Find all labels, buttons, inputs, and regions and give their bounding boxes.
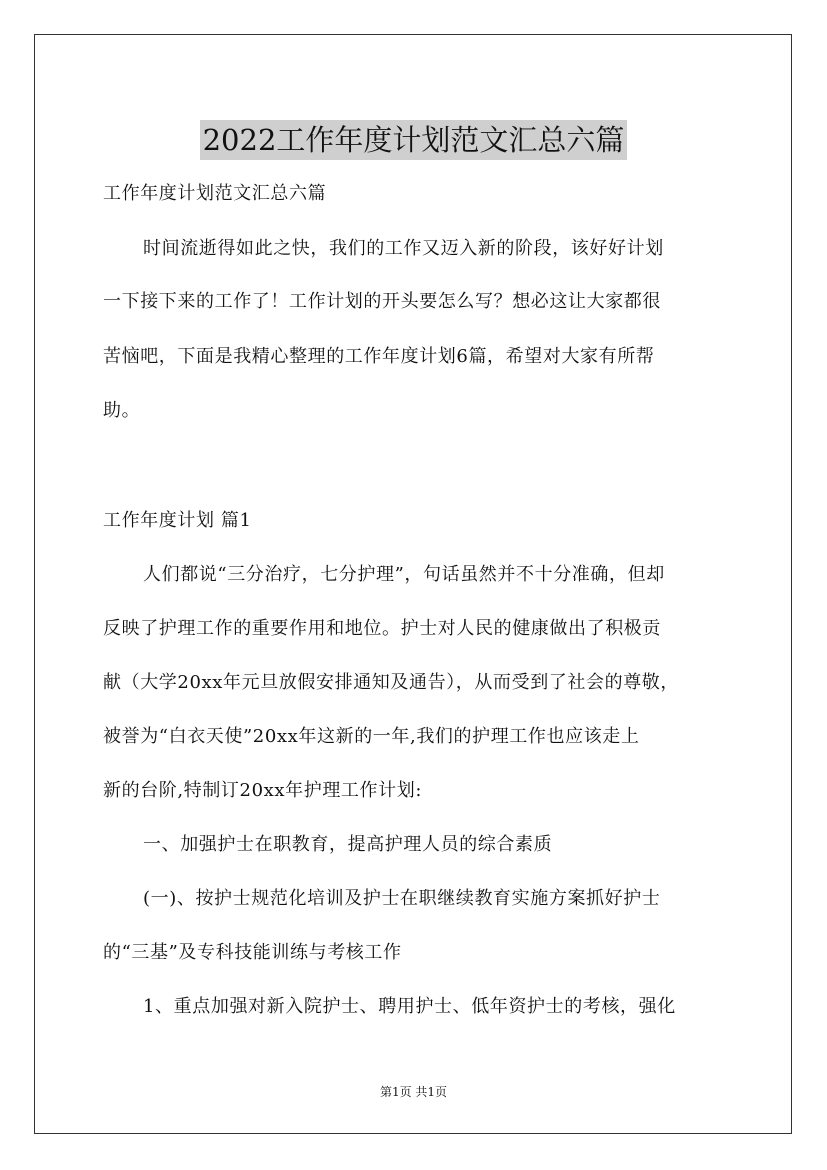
title-container (0, 101, 827, 180)
paragraph-line: 反映了护理工作的重要作用和地位。护士对人民的健康做出了积极贡 (103, 618, 661, 639)
paragraph-line: 助。 (103, 400, 141, 421)
paragraph-line: 被誉为“白衣天使”20xx年这新的一年,我们的护理工作也应该走上 (103, 726, 640, 747)
paragraph-line: 苦恼吧，下面是我精心整理的工作年度计划6篇，希望对大家有所帮 (103, 346, 655, 367)
section-heading: 工作年度计划 篇1 (103, 510, 252, 531)
paragraph-line: 一下接下来的工作了！工作计划的开头要怎么写？想必这让大家都很 (103, 291, 661, 312)
paragraph-line: 新的台阶,特制订20xx年护理工作计划: (103, 780, 422, 801)
paragraph-line: 的“三基”及专科技能训练与考核工作 (103, 942, 402, 963)
paragraph-line: 献（大学20xx年元旦放假安排通知及通告），从而受到了社会的尊敬， (103, 672, 680, 693)
document-title: 2022工作年度计划范文汇总六篇 (200, 120, 628, 160)
paragraph-line: 1、重点加强对新入院护士、聘用护士、低年资护士的考核，强化 (143, 996, 676, 1017)
subtitle-line: 工作年度计划范文汇总六篇 (103, 183, 327, 204)
paragraph-line: 时间流逝得如此之快，我们的工作又迈入新的阶段，该好好计划 (143, 238, 664, 259)
paragraph-line: 一、加强护士在职教育，提高护理人员的综合素质 (143, 834, 553, 855)
paragraph-line: (一)、按护士规范化培训及护士在职继续教育实施方案抓好护士 (143, 888, 661, 909)
page-number-footer: 第1页 共1页 (379, 1085, 448, 1099)
paragraph-line: 人们都说“三分治疗，七分护理”，句话虽然并不十分准确，但却 (143, 564, 665, 585)
